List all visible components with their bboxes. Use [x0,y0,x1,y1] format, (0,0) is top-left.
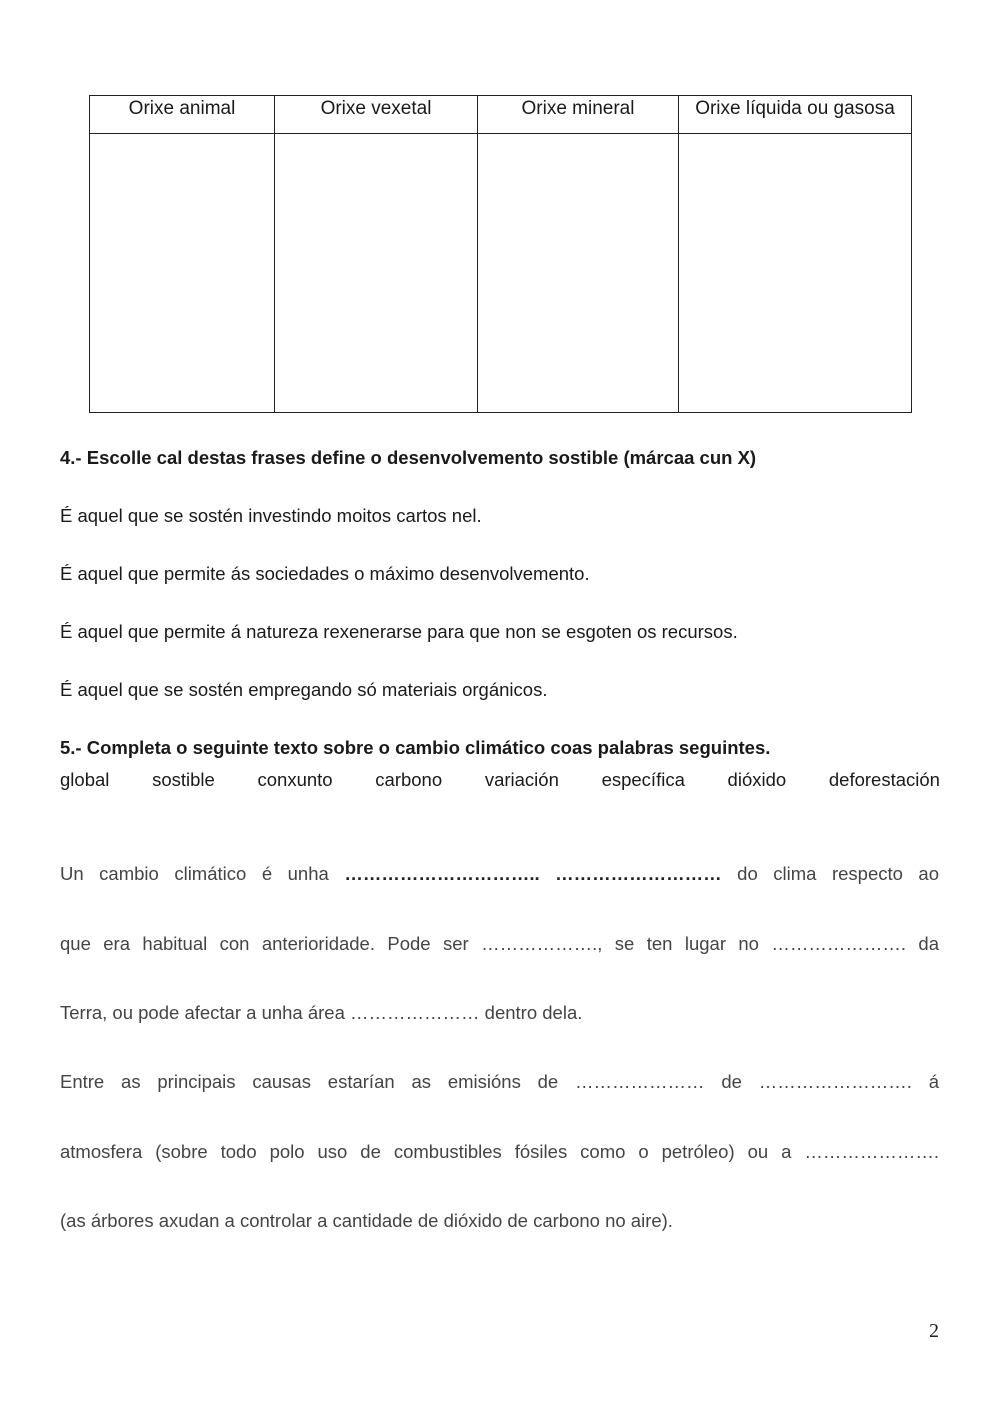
cloze-text: do clima respecto ao [737,863,940,884]
word-bank-item: global [60,769,110,790]
question-4-option-4[interactable]: É aquel que se sostén empregando só materiais orgánicos. [60,679,548,700]
cell-orixe-mineral[interactable] [478,134,679,413]
page-number: 2 [929,1320,939,1342]
question-4-option-3[interactable]: É aquel que permite á natureza rexenerarse para que non se esgoten os recursos. [60,621,738,642]
cloze-line-2[interactable]: que era habitual con anterioridade. Pode ser ………………., se ten lugar no …………………. da [60,933,939,954]
cloze-line-3[interactable]: Terra, ou pode afectar a unha área ………………… dentro dela. [60,1002,583,1023]
question-4-option-1[interactable]: É aquel que se sostén investindo moitos cartos nel. [60,505,482,526]
question-4-option-2[interactable]: É aquel que permite ás sociedades o máximo desenvolvemento. [60,563,590,584]
cloze-blank[interactable]: ………………………….. ……………………… [344,863,738,884]
word-bank-item: conxunto [257,769,333,790]
cloze-line-5[interactable]: atmosfera (sobre todo polo uso de combustibles fósiles como o petróleo) ou a …………………. [60,1141,939,1162]
cloze-line-1 [60,863,939,885]
origins-table [89,95,912,413]
cloze-line-4[interactable]: Entre as principais causas estarían as emisións de ………………… de ……………………. á [60,1071,939,1092]
word-bank-item: sostible [152,769,215,790]
header-orixe-mineral: Orixe mineral [478,96,679,134]
word-bank-item: deforestación [828,769,940,790]
word-bank-item: variación [484,769,559,790]
word-bank [60,769,940,791]
header-orixe-liquida-gasosa: Orixe líquida ou gasosa [679,96,912,134]
cloze-text: Un cambio climático é unha [60,863,345,884]
header-orixe-vexetal: Orixe vexetal [275,96,478,134]
cloze-line-6: (as árbores axudan a controlar a cantidade de dióxido de carbono no aire). [60,1210,673,1231]
question-4-title: 4.- Escolle cal destas frases define o desenvolvemento sostible (márcaa cun X) [60,447,757,468]
word-bank-item: dióxido [727,769,787,790]
cell-orixe-vexetal[interactable] [275,134,478,413]
word-bank-item: específica [601,769,685,790]
header-orixe-animal: Orixe animal [90,96,275,134]
cell-orixe-liquida-gasosa[interactable] [679,134,912,413]
word-bank-item: carbono [375,769,443,790]
question-5-title: 5.- Completa o seguinte texto sobre o cambio climático coas palabras seguintes. [60,737,771,758]
cell-orixe-animal[interactable] [90,134,275,413]
